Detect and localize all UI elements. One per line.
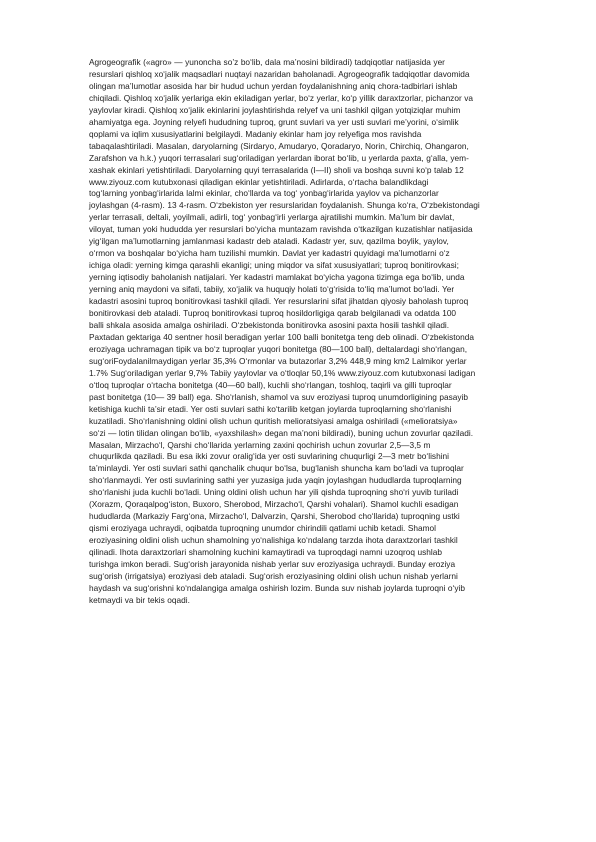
text-line: yig‘ilgan ma’lumotlarning jamlanmasi kadastr deb ataladi. Kadastr yer, suv, qazilma boylik, yaylov, <box>89 236 449 247</box>
text-line: chuqurlikda qaziladi. Bu esa ikki zovur oralig‘ida yer osti suvlarining chuqurligi 2—3 metr bo‘lishini <box>89 451 449 462</box>
text-line: joylashgan (4-rasm). 13 4-rasm. O‘zbekiston yer resurslaridan foydalanish. Shunga ko‘ra, O‘zbekistondagi <box>89 200 480 211</box>
text-line: ketmaydi va bir tekis oqadi. <box>89 594 190 605</box>
text-line: 1.7% Sug‘oriladigan yerlar 9,7% Tabiiy yaylovlar va o‘tloqlar 50,1% www.ziyouz.com kutubxonasi ladigan <box>89 367 476 378</box>
text-line: resurslari qishloq xo‘jalik maqsadlari nuqtayi nazaridan baholanadi. Agrogeografik tadqiqotlar davomida <box>89 68 470 79</box>
text-line: yerning aniq maydoni va sifati, tabiiy, xo‘jalik va huquqiy holati to‘g‘risida to‘liq ma’lumot bo‘ladi. Yer <box>89 284 455 295</box>
text-line: bonitirovkasi deb ataladi. Tuproq bonitirovkasi tuproq hosildorligiga qarab belgilanadi va odatda 100 <box>89 308 457 319</box>
text-line: ichiga oladi: yerning kimga qarashli ekanligi; uning miqdor va sifat xususiyatlari; tuproq bonitirovkasi; <box>89 260 459 271</box>
text-line: sho‘rlanishi juda kuchli bo‘ladi. Uning oldini olish uchun har yili qishda tuproqning sho‘ri yuvib turiladi <box>89 487 459 498</box>
text-line: eroziyasining oldini olish uchun shamolning yo‘nalishiga ko‘ndalang tarzda ihota daraxtzorlari tashkil <box>89 535 458 546</box>
text-line: sho‘rlanmaydi. Yer osti suvlarining sathi yer yuzasiga juda yaqin joylashgan hududlarda tuproqlarning <box>89 475 462 486</box>
text-line: tog‘larning yonbag‘irlarida lalmi ekinlar, cho‘llarda va tog‘ yonbag‘irlarida yaylov va pichanzorlar <box>89 188 439 199</box>
text-line: ahamiyatga ega. Joyning relyefi hududning tuproq, grunt suvlari va yer usti suvlari me’yorini, o‘simlik <box>89 116 459 127</box>
text-line: Paxtadan gektariga 40 sentner hosil beradigan yerlar 100 balli bonitetga teng deb olinadi. O‘zbekistonda <box>89 331 474 342</box>
text-line: chiqiladi. Qishloq xo‘jalik yerlariga ekin ekiladigan yerlar, bo‘z yerlar, ko‘p yillik daraxtzorlar, pichanzor va <box>89 92 473 103</box>
text-line: yerning iqtisodiy baholanish natijalari. Yer kadastri mamlakat bo‘yicha yagona tizimga ega bo‘lib, unda <box>89 272 465 283</box>
text-line: ta’minlaydi. Yer osti suvlari sathi qanchalik chuqur bo‘lsa, bug‘lanish shuncha kam bo‘ladi va tuproqlar <box>89 463 464 474</box>
text-line: qilinadi. Ihota daraxtzorlari shamolning kuchini kamaytiradi va tuproqdagi namni uzoqroq ushlab <box>89 547 442 558</box>
text-line: o‘tloq tuproqlar o‘rtacha bonitetga (40—60 ball), kuchli sho‘rlangan, toshloq, taqirli va gilli tuproqlar <box>89 379 452 390</box>
text-line: tabaqalashtiriladi. Masalan, daryolarning (Sirdaryo, Amudaryo, Qoradaryo, Norin, Chirchiq, Ohangaron, <box>89 140 469 151</box>
text-line: (Xorazm, Qoraqalpog‘iston, Buxoro, Sherobod, Mirzacho‘l, Qarshi vohalari). Shamol kuchli esadigan <box>89 499 459 510</box>
text-line: sug‘oriFoydalanilmaydigan yerlar 35,3% O‘rmonlar va butazorlar 3,2% 448,9 ming km2 Lalmikor yerlar <box>89 355 467 366</box>
text-line: turishga imkon beradi. Sug‘orish jarayonida nishab yerlar suv eroziyasiga uchraydi. Bunday eroziya <box>89 559 456 570</box>
text-line: eroziyaga uchramagan tipik va bo‘z tuproqlar yuqori bonitetga (80—100 ball), deltalardagi sho‘rlangan, <box>89 343 468 354</box>
text-line: kadastri asosini tuproq bonitirovkasi tashkil qiladi. Yer resurslarini sifat jihatdan qiyosiy baholash tuproq <box>89 296 469 307</box>
text-line: past bonitetga (10— 39 ball) ega. Sho‘rlanish, shamol va suv eroziyasi tuproq unumdorligining pasayib <box>89 391 468 402</box>
text-line: sug‘orish (irrigatsiya) eroziyasi deb ataladi. Sug‘orish eroziyasining oldini olish uchun nishab yerlarni <box>89 570 458 581</box>
text-line: www.ziyouz.com kutubxonasi qiladigan ekinlar yetishtiriladi. Adirlarda, o‘rtacha balandlikdagi <box>89 176 429 187</box>
text-line: yerlar terrasali, deltali, yoyilmali, adirli, tog‘ yonbag‘irli yerlarga ajratilishi mumkin. Ma’lum bir davlat, <box>89 212 455 223</box>
text-line: olingan ma’lumotlar asosida har bir hudud uchun yerdan foydalanishning aniq chora-tadbirlari ishlab <box>89 80 458 91</box>
body-paragraph <box>89 57 509 607</box>
text-line: so‘zi — lotin tilidan olingan bo‘lib, «yaxshilash» degan ma’noni bildiradi), buning uchun zovurlar qaziladi. <box>89 427 474 438</box>
text-line: hududlarda (Markaziy Farg‘ona, Mirzacho‘l, Dalvarzin, Qarshi, Sherobod cho‘llarida) tuproqning ustki <box>89 511 460 522</box>
text-line: xashak ekinlari yetishtiriladi. Daryolarning quyi terrasalarida (I—II) sholi va boshqa suvni ko‘p talab 12 <box>89 164 464 175</box>
text-line: viloyat, tuman yoki hududda yer resurslari bo‘yicha muntazam ravishda o‘tkazilgan kuzatishlar natijasida <box>89 224 473 235</box>
text-line: yaylovlar kiradi. Qishloq xo‘jalik ekinlarini joylashtirishda relyef va uni tashkil qilgan yotqiziqlar muhim <box>89 104 461 115</box>
text-line: kuzatiladi. Sho‘rlanishning oldini olish uchun quritish melioratsiyasi amalga oshiriladi («melioratsiya» <box>89 415 458 426</box>
text-line: Agrogeografik («agro» — yunoncha so’z bo‘lib, dala ma’nosini bildiradi) tadqiqotlar natijasida yer <box>89 57 445 67</box>
text-line: ketishiga kuchli ta’sir etadi. Yer osti suvlari sathi ko‘tarilib ketgan joylarda tuproqlarning sho‘rlanishi <box>89 403 452 414</box>
text-line: qoplami va iqlim xususiyatlarini belgilaydi. Madaniy ekinlar ham joy relyefiga mos ravishda <box>89 128 422 139</box>
text-line: Zarafshon va h.k.) yuqori terrasalari sug‘oriladigan yerlardan iborat bo‘lib, u yerlarda paxta, g‘alla, yem- <box>89 152 469 163</box>
text-line: qismi eroziyaga uchraydi, oqibatda tuproqning unumdor chirindili qatlami uchib ketadi. Shamol <box>89 523 436 534</box>
text-line: o‘rmon va boshqalar bo‘yicha ham tuzilishi mumkin. Davlat yer kadastri quyidagi ma’lumotlarni o‘z <box>89 248 450 259</box>
text-line: haydash va sug‘orishni ko‘ndalangiga amalga oshirish lozim. Bunda suv nishab joylarda tuproqni o‘yib <box>89 582 465 593</box>
text-line: Masalan, Mirzacho‘l, Qarshi cho‘llarida yerlarning zaxini qochirish uchun zovurlar 2,5—3,5 m <box>89 439 431 450</box>
text-line: balli shkala asosida amalga oshiriladi. O‘zbekistonda bonitirovka asosini paxta hosili tashkil qiladi. <box>89 319 450 330</box>
